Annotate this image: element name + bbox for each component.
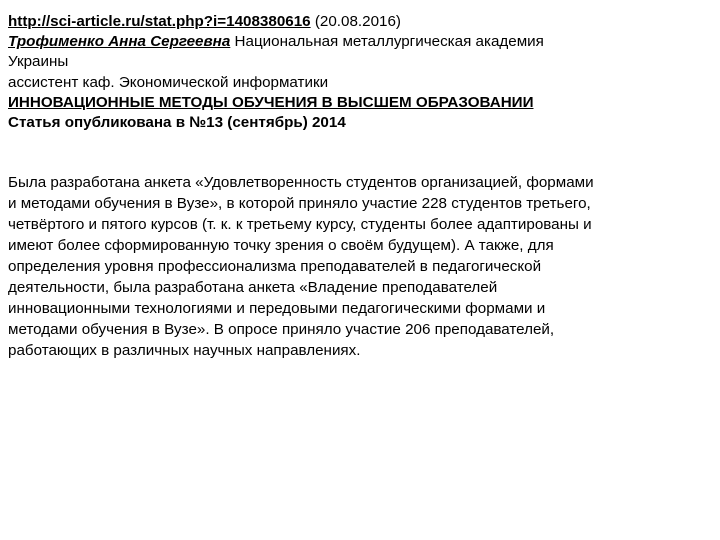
body-line: работающих в различных научных направлениях. xyxy=(8,342,361,359)
body-line: деятельности, была разработана анкета «Владение преподавателей xyxy=(8,279,498,296)
affiliation-line-2: Украины xyxy=(8,53,69,71)
body-line: Была разработана анкета «Удовлетворенность студентов организацией, формами xyxy=(8,174,594,191)
author-position: ассистент каф. Экономической информатики xyxy=(8,73,329,91)
article-url-link[interactable]: http://sci-article.ru/stat.php?i=1408380616 xyxy=(8,13,311,30)
body-line: и методами обучения в Вузе», в которой приняло участие 228 студентов третьего, xyxy=(8,195,591,212)
access-date: (20.08.2016) xyxy=(314,13,401,30)
author-name: Трофименко Анна Сергеевна xyxy=(8,33,231,51)
article-header xyxy=(8,12,698,133)
article-body xyxy=(8,172,710,361)
body-line: методами обучения в Вузе». В опросе приняло участие 206 преподавателей, xyxy=(8,321,555,338)
body-line: четвёртого и пятого курсов (т. к. к третьему курсу, студенты более адаптированы и xyxy=(8,216,592,233)
source-line xyxy=(8,12,698,32)
author-line xyxy=(8,32,698,52)
publication-info: Статья опубликована в №13 (сентябрь) 2014 xyxy=(8,114,346,132)
body-line: определения уровня профессионализма преподавателей в педагогической xyxy=(8,258,542,275)
body-line: инновационными технологиями и передовыми педагогическими формами и xyxy=(8,300,546,317)
body-line: имеют более сформированную точку зрения о своём будущем). А также, для xyxy=(8,237,554,254)
article-title: ИННОВАЦИОННЫЕ МЕТОДЫ ОБУЧЕНИЯ В ВЫСШЕМ ОБРАЗОВАНИИ xyxy=(8,93,534,111)
affiliation: Национальная металлургическая академия xyxy=(234,33,544,51)
